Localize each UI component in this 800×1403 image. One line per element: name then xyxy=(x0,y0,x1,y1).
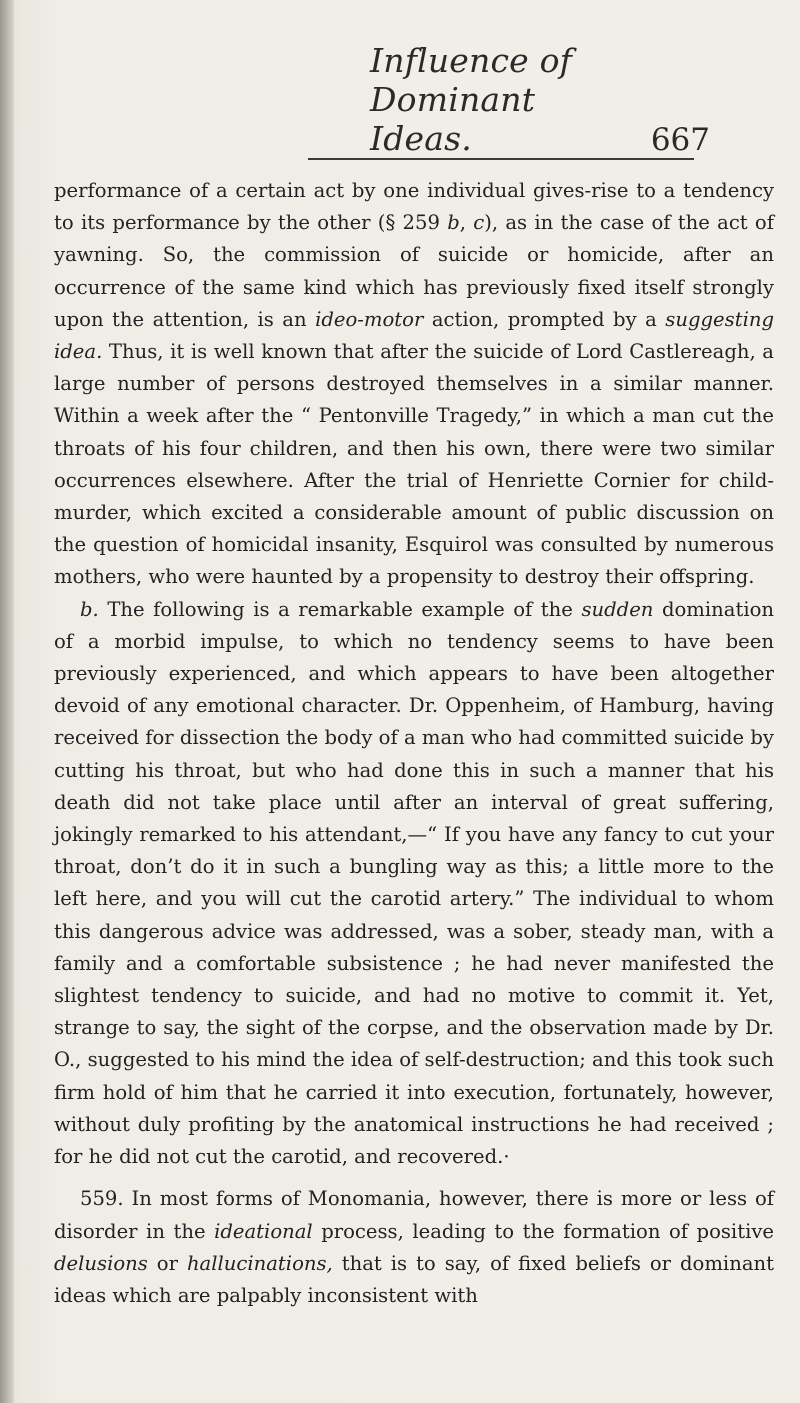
header-rule xyxy=(308,158,694,160)
page-header xyxy=(310,41,710,158)
page-number: 667 xyxy=(650,122,710,158)
running-head: Influence of Dominant Ideas. xyxy=(370,41,573,158)
gutter-shadow xyxy=(0,0,14,1403)
paragraph-b: b. The following is a remarkable example of the sudden domination of a morbid impulse, to which no tendency seems to have been previously experienced, and which appears to have been altogether devoid of any emotional character. Dr. Oppenheim, of Hamburg, having received for dissection the body of a man who had committed suicide by cutting his throat, but who had done this in such a manner that his death did not take place until after an interval of great suffering, jokingly remarked to his attendant,—“ If you have any fancy to cut your throat, don’t do it in such a bungling way as this; a little more to the left here, and you will cut the carotid artery.” The individual to whom this dangerous advice was addressed, was a sober, steady man, with a family and a comfortable subsistence ; he had never manifested the slightest tendency to suicide, and had no motive to commit it. Yet, strange to say, the sight of the corpse, and the observation made by Dr. O., suggested to his mind the idea of self-destruction; and this took such firm hold of him that he carried it into execution, fortunately, however, without duly profiting by the anatomical instructions he had received ; for he did not cut the carotid, and recovered.· xyxy=(54,597,774,1169)
body-text xyxy=(54,175,774,1312)
paragraph-continuation: performance of a certain act by one individual gives-rise to a tendency to its performance by the other (§ 259 b, c), as in the case of the act of yawning. So, the commission of suicide or homicide, after an occurrence of the same kind which has previously fixed itself strongly upon the attention, is an ideo-motor action, prompted by a suggesting idea. Thus, it is well known that after the suicide of Lord Castlereagh, a large number of persons destroyed themselves in a similar manner. Within a week after the “ Pentonville Tragedy,” in which a man cut the throats of his four children, and then his own, there were two similar occurrences elsewhere. After the trial of Henriette Cornier for child-murder, which excited a considerable amount of public discussion on the question of homicidal insanity, Esquirol was consulted by numerous mothers, who were haunted by a propensity to destroy their offspring. xyxy=(54,179,775,589)
paragraph-559: 559. In most forms of Monomania, however, there is more or less of disorder in the ideational process, leading to the formation of positive delusions or hallucinations, that is to say, of fixed beliefs or dominant ideas which are palpably inconsistent with xyxy=(54,1187,774,1307)
paragraph-label: b. xyxy=(80,597,99,621)
